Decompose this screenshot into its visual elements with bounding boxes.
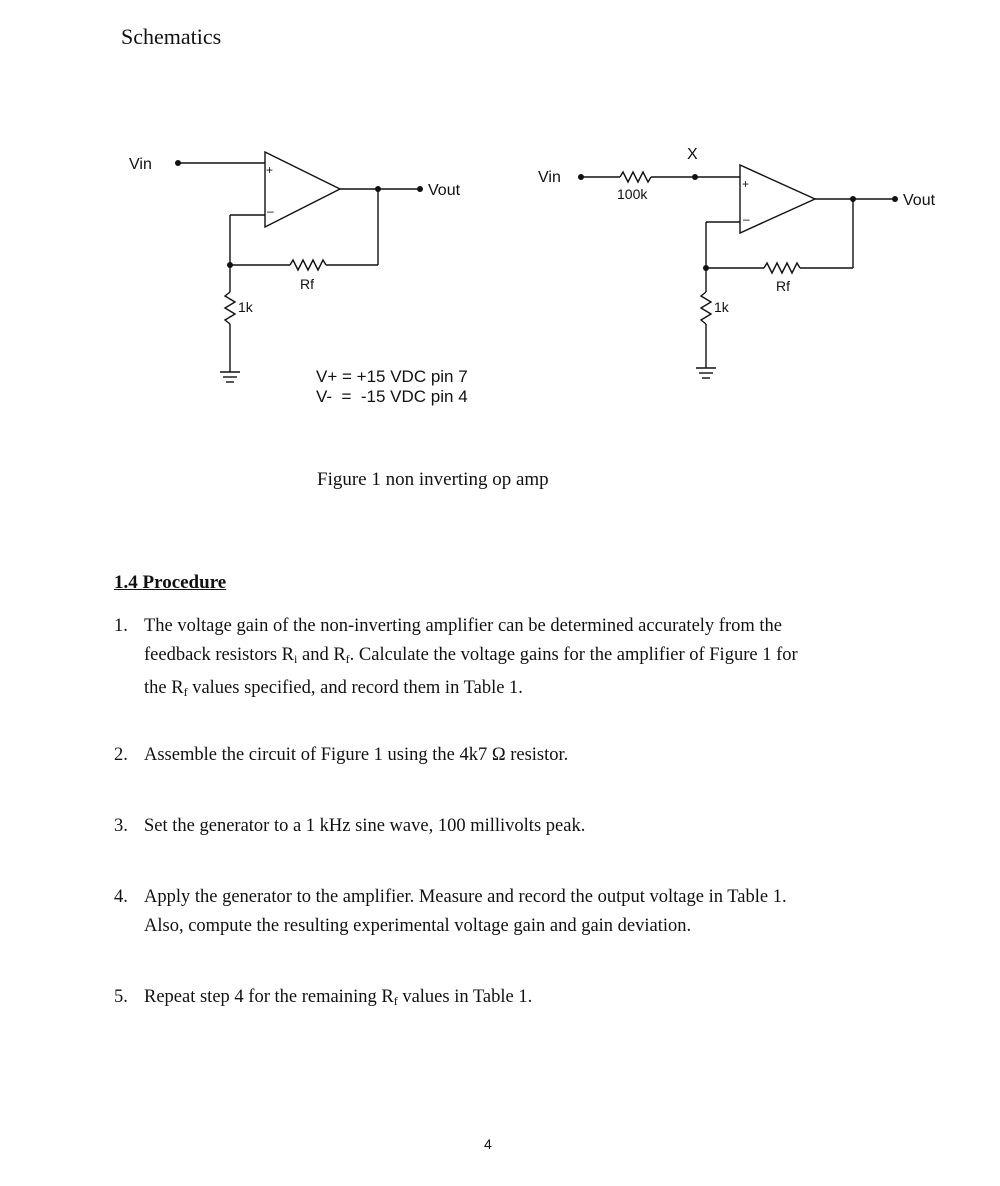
vin-label-b: Vin [538, 169, 561, 186]
plus-input-b: + [742, 177, 750, 191]
procedure-step-4 [114, 883, 874, 941]
junction-x-b [692, 174, 698, 180]
rf-resistor-a [290, 260, 326, 270]
step-number: 5. [114, 987, 128, 1007]
step-4-line-1: Apply the generator to the amplifier. Measure and record the output voltage in Table 1. [144, 887, 787, 907]
minus-input-a: – [267, 204, 274, 218]
op-amp-a [265, 152, 340, 227]
plus-input-a: + [266, 163, 274, 177]
r1-label-a: 1k [238, 299, 253, 315]
step-number: 3. [114, 816, 128, 836]
r1-label-b: 1k [714, 299, 729, 315]
procedure-step-1 [114, 612, 874, 707]
step-number: 2. [114, 745, 128, 765]
step-number: 1. [114, 616, 128, 636]
junction-out-b [850, 196, 856, 202]
op-amp-b [740, 165, 815, 233]
step-1-line-1: The voltage gain of the non-inverting amplifier can be determined accurately from the [144, 616, 782, 636]
vin-terminal-b [578, 174, 584, 180]
page-heading: Schematics [121, 24, 222, 49]
circuit-a-dots [175, 160, 423, 268]
figure-caption: Figure 1 non inverting op amp [317, 469, 549, 490]
vout-label-a: Vout [428, 182, 461, 199]
procedure-title: 1.4 Procedure [114, 572, 227, 593]
procedure-step-5 [114, 983, 874, 1016]
junction-fb-b [703, 265, 709, 271]
r-in-label-b: 100k [617, 186, 648, 202]
vin-terminal-a [175, 160, 181, 166]
junction-out-a [375, 186, 381, 192]
r-in-resistor-b [620, 172, 651, 182]
junction-fb-a [227, 262, 233, 268]
vout-terminal-a [417, 186, 423, 192]
vout-label-b: Vout [903, 192, 936, 209]
minus-input-b: – [743, 212, 750, 226]
schematic-figure [0, 0, 1000, 440]
supply-note-positive: V+ = +15 VDC pin 7 [316, 367, 468, 386]
vout-terminal-b [892, 196, 898, 202]
r1-resistor-a [225, 292, 235, 324]
node-x-label: X [687, 146, 698, 163]
circuit-a [180, 152, 420, 382]
supply-note-negative: V- = -15 VDC pin 4 [316, 387, 468, 406]
step-3-text: Set the generator to a 1 kHz sine wave, 100 millivolts peak. [144, 816, 586, 836]
procedure-step-3 [114, 812, 874, 841]
r1-resistor-b [701, 292, 711, 324]
step-4-line-2: Also, compute the resulting experimental voltage gain and gain deviation. [144, 916, 692, 936]
step-2-text: Assemble the circuit of Figure 1 using the 4k7 Ω resistor. [144, 745, 569, 765]
step-1-line-2: feedback resistors $R_i$ and $R_f$. Calculate the voltage gains for the amplifier of Figure 1 for [144, 645, 798, 666]
step-number: 4. [114, 887, 128, 907]
step-1-line-3: the $R_f$ values specified, and record them in Table 1. [144, 678, 523, 699]
rf-resistor-b [764, 263, 800, 273]
step-5-text: Repeat step 4 for the remaining $R_f$ values in Table 1. [144, 987, 533, 1008]
page-number: 4 [484, 1136, 492, 1152]
procedure-step-2 [114, 741, 874, 770]
rf-label-a: Rf [300, 276, 314, 292]
vin-label-a: Vin [129, 156, 152, 173]
rf-label-b: Rf [776, 278, 790, 294]
